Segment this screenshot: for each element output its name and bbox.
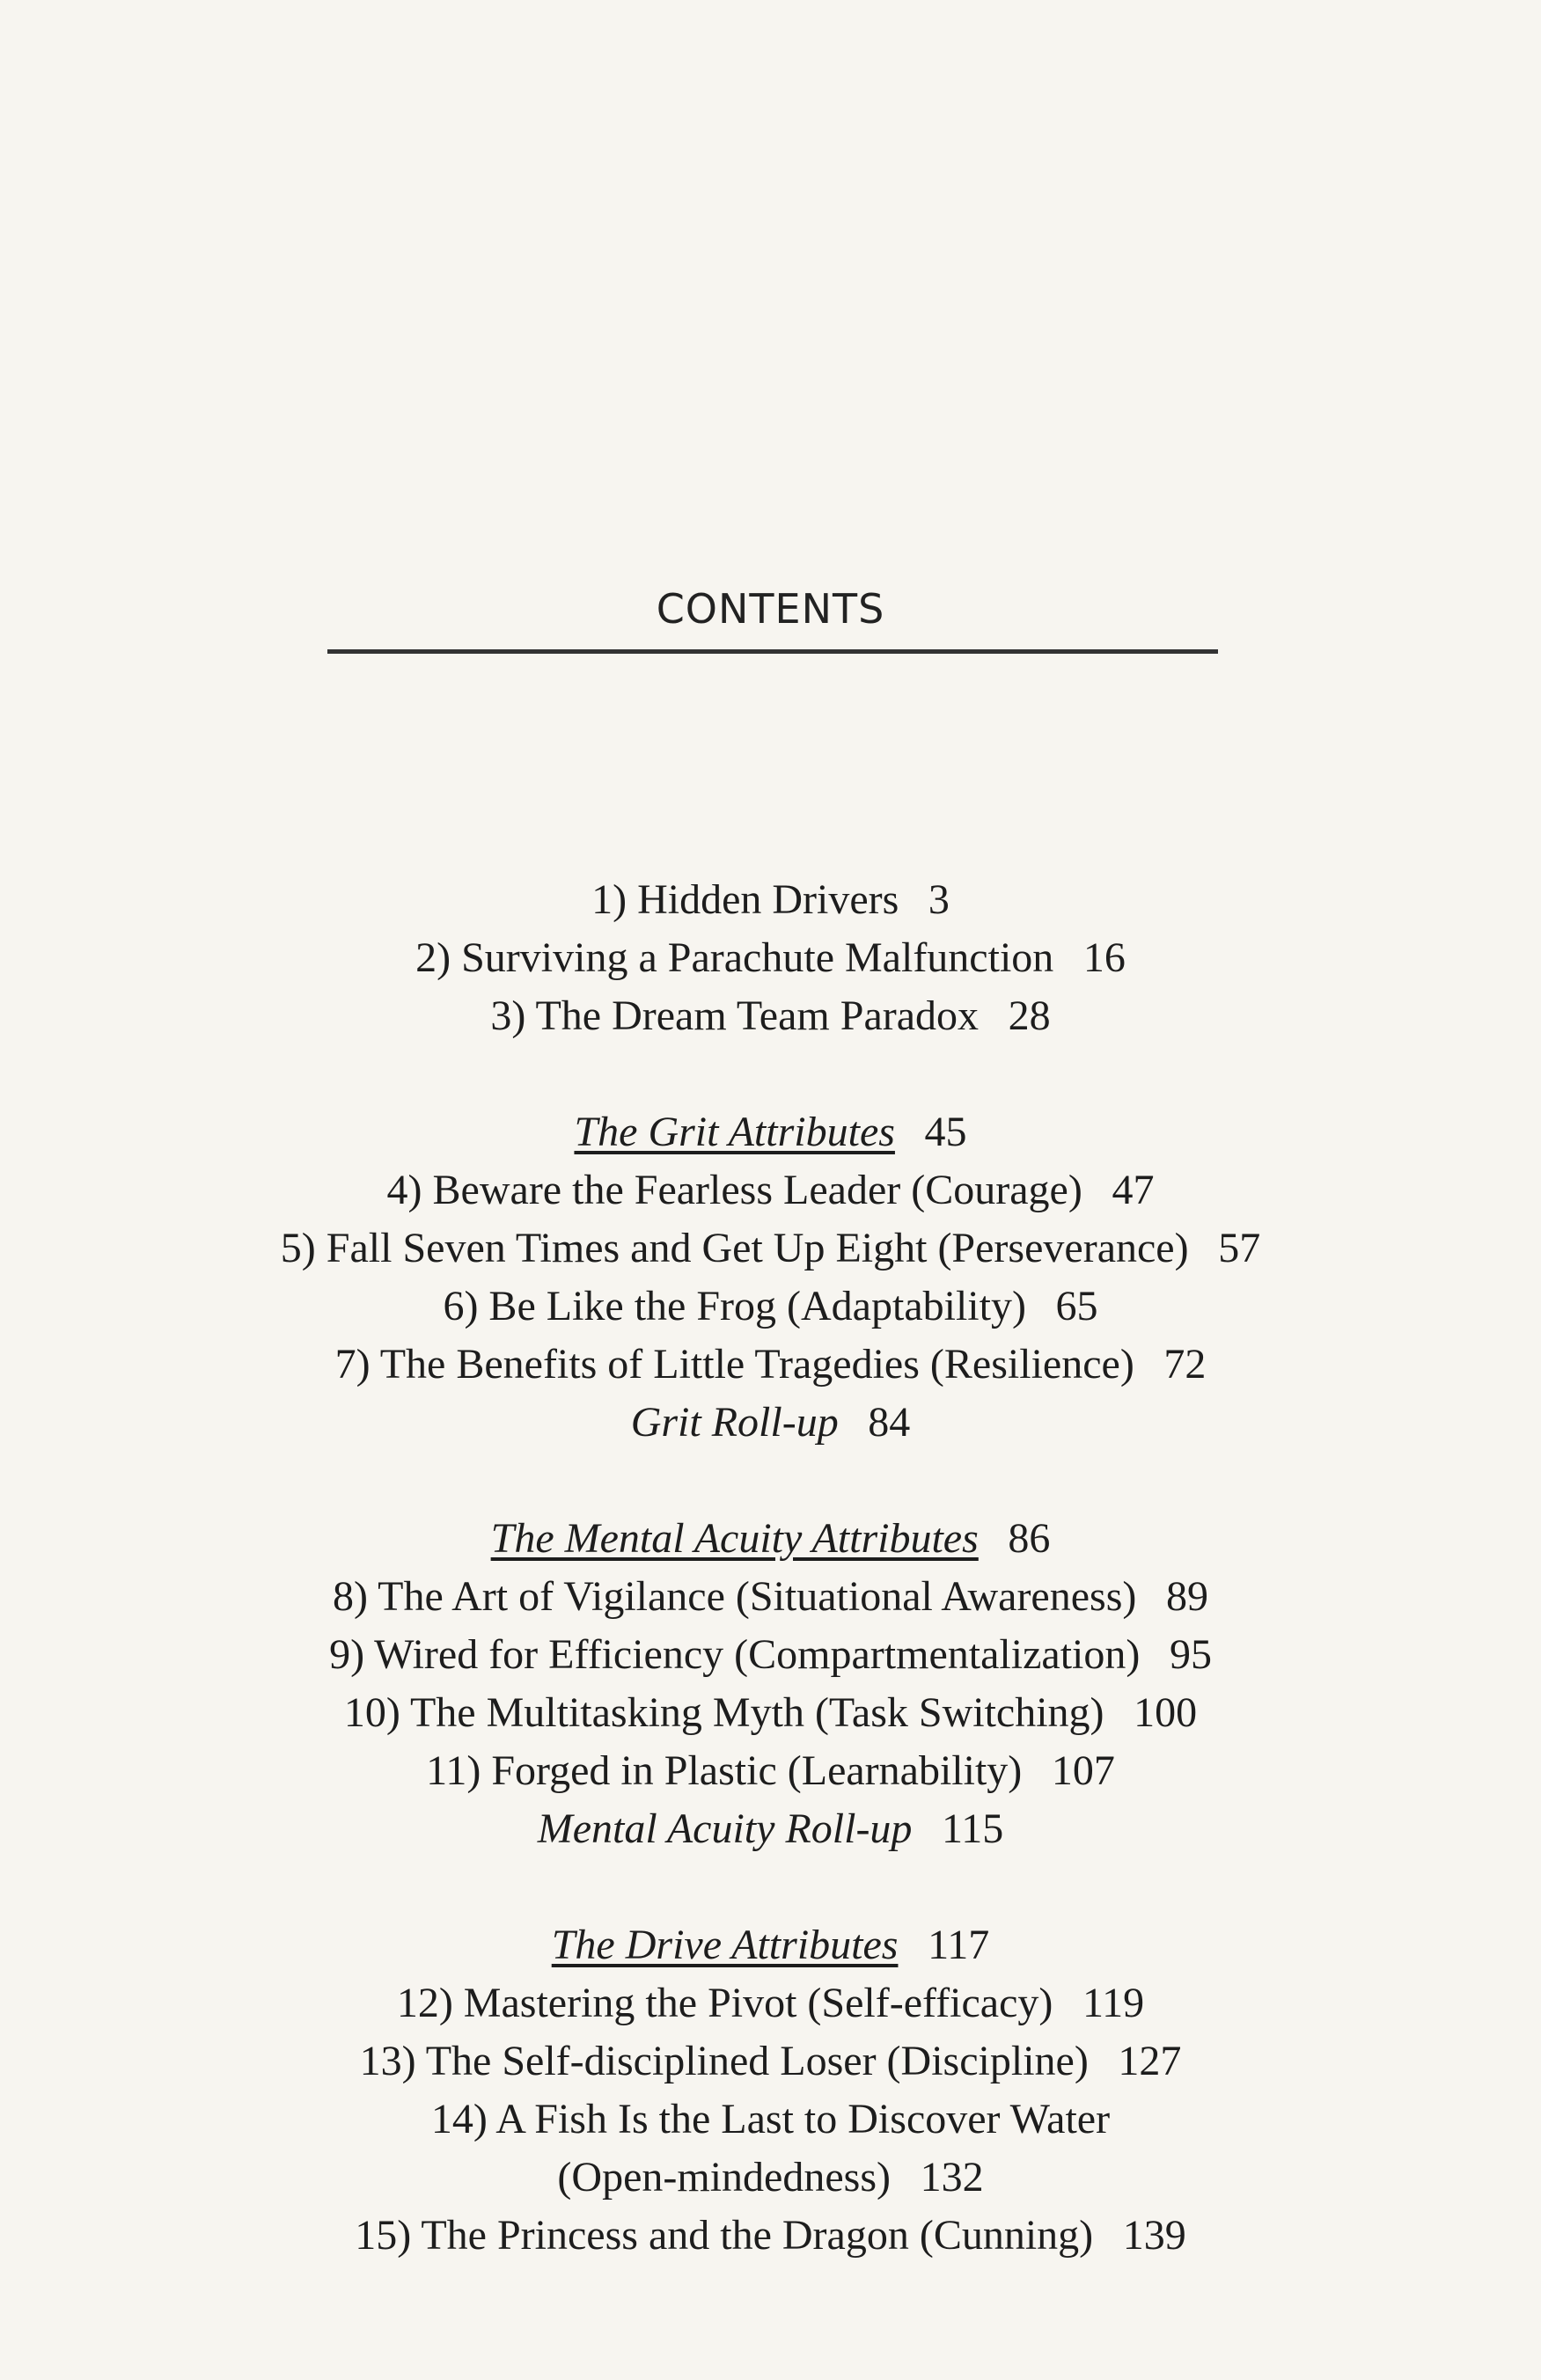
rollup-label: Grit Roll-up: [630, 1399, 839, 1446]
toc-section-grit[interactable]: [0, 1103, 1541, 1161]
toc-entry-page: 107: [1051, 1747, 1115, 1794]
toc-entry-label: 10) The Multitasking Myth (Task Switching): [343, 1689, 1104, 1736]
toc-entry-label: 15) The Princess and the Dragon (Cunning): [355, 2212, 1094, 2259]
toc-entry-label: 2) Surviving a Parachute Malfunction: [415, 934, 1054, 981]
toc-entry-label: 4) Beware the Fearless Leader (Courage): [386, 1167, 1082, 1213]
toc-entry-12[interactable]: [0, 1974, 1541, 2032]
toc-entry-label: 8) The Art of Vigilance (Situational Awareness): [333, 1573, 1137, 1620]
toc-entry-page: 3: [928, 876, 950, 923]
toc-entry-3[interactable]: [0, 987, 1541, 1045]
toc-entry-page: 84: [868, 1399, 911, 1446]
toc-entry-page: 115: [942, 1805, 1004, 1852]
toc-entry-page: 100: [1134, 1689, 1198, 1736]
toc-entry-4[interactable]: [0, 1161, 1541, 1219]
toc-entry-page: 117: [928, 1922, 990, 1968]
toc-entry-6[interactable]: [0, 1278, 1541, 1336]
toc-entry-page: 95: [1169, 1631, 1212, 1678]
toc-entry-14-line-2[interactable]: [0, 2149, 1541, 2207]
toc-entry-9[interactable]: [0, 1626, 1541, 1684]
table-of-contents: [0, 871, 1541, 2265]
toc-section-mental-acuity[interactable]: [0, 1510, 1541, 1568]
toc-entry-label: 1) Hidden Drivers: [591, 876, 899, 923]
toc-entry-label: (Open-mindedness): [557, 2154, 891, 2201]
toc-entry-page: 28: [1008, 992, 1051, 1039]
section-spacer: [0, 1858, 1541, 1916]
toc-entry-7[interactable]: [0, 1336, 1541, 1394]
section-title: The Drive Attributes: [551, 1922, 899, 1968]
section-spacer: [0, 1045, 1541, 1103]
toc-entry-page: 86: [1008, 1515, 1051, 1562]
toc-entry-page: 16: [1082, 934, 1126, 981]
toc-entry-page: 45: [924, 1109, 967, 1155]
toc-entry-8[interactable]: [0, 1568, 1541, 1626]
toc-entry-1[interactable]: [0, 871, 1541, 929]
toc-entry-page: 57: [1218, 1225, 1261, 1271]
toc-entry-page: 65: [1055, 1283, 1098, 1329]
section-title: The Mental Acuity Attributes: [490, 1515, 979, 1562]
toc-entry-label: 11) Forged in Plastic (Learnability): [426, 1747, 1023, 1794]
toc-entry-label: 5) Fall Seven Times and Get Up Eight (Perseverance): [280, 1225, 1189, 1271]
toc-entry-label: 3) The Dream Team Paradox: [490, 992, 980, 1039]
toc-entry-page: 47: [1112, 1167, 1155, 1213]
toc-entry-13[interactable]: [0, 2032, 1541, 2091]
toc-entry-5[interactable]: [0, 1219, 1541, 1278]
toc-entry-label: 13) The Self-disciplined Loser (Discipline): [359, 2038, 1089, 2084]
toc-entry-label: 14) A Fish Is the Last to Discover Water: [430, 2096, 1111, 2142]
rollup-label: Mental Acuity Roll-up: [537, 1805, 913, 1852]
toc-entry-10[interactable]: [0, 1684, 1541, 1742]
toc-entry-label: 12) Mastering the Pivot (Self-efficacy): [396, 1980, 1053, 2026]
toc-entry-page: 89: [1165, 1573, 1208, 1620]
toc-entry-page: 72: [1163, 1341, 1207, 1388]
toc-rollup-grit[interactable]: [0, 1394, 1541, 1452]
toc-entry-page: 139: [1122, 2212, 1186, 2259]
toc-entry-label: 6) Be Like the Frog (Adaptability): [443, 1283, 1026, 1329]
section-spacer: [0, 1452, 1541, 1510]
toc-entry-14-line-1[interactable]: [0, 2091, 1541, 2149]
toc-entry-11[interactable]: [0, 1742, 1541, 1800]
toc-entry-label: 7) The Benefits of Little Tragedies (Resilience): [334, 1341, 1134, 1388]
toc-entry-label: 9) Wired for Efficiency (Compartmentalization): [329, 1631, 1141, 1678]
toc-entry-15[interactable]: [0, 2207, 1541, 2265]
toc-entry-page: 119: [1082, 1980, 1145, 2026]
toc-entry-page: 127: [1118, 2038, 1182, 2084]
toc-entry-page: 132: [920, 2154, 984, 2201]
title-underline-rule: [327, 649, 1218, 654]
toc-entry-2[interactable]: [0, 929, 1541, 987]
toc-rollup-mental-acuity[interactable]: [0, 1800, 1541, 1858]
toc-section-drive[interactable]: [0, 1916, 1541, 1974]
page-title: CONTENTS: [656, 585, 885, 633]
section-title: The Grit Attributes: [574, 1109, 895, 1155]
